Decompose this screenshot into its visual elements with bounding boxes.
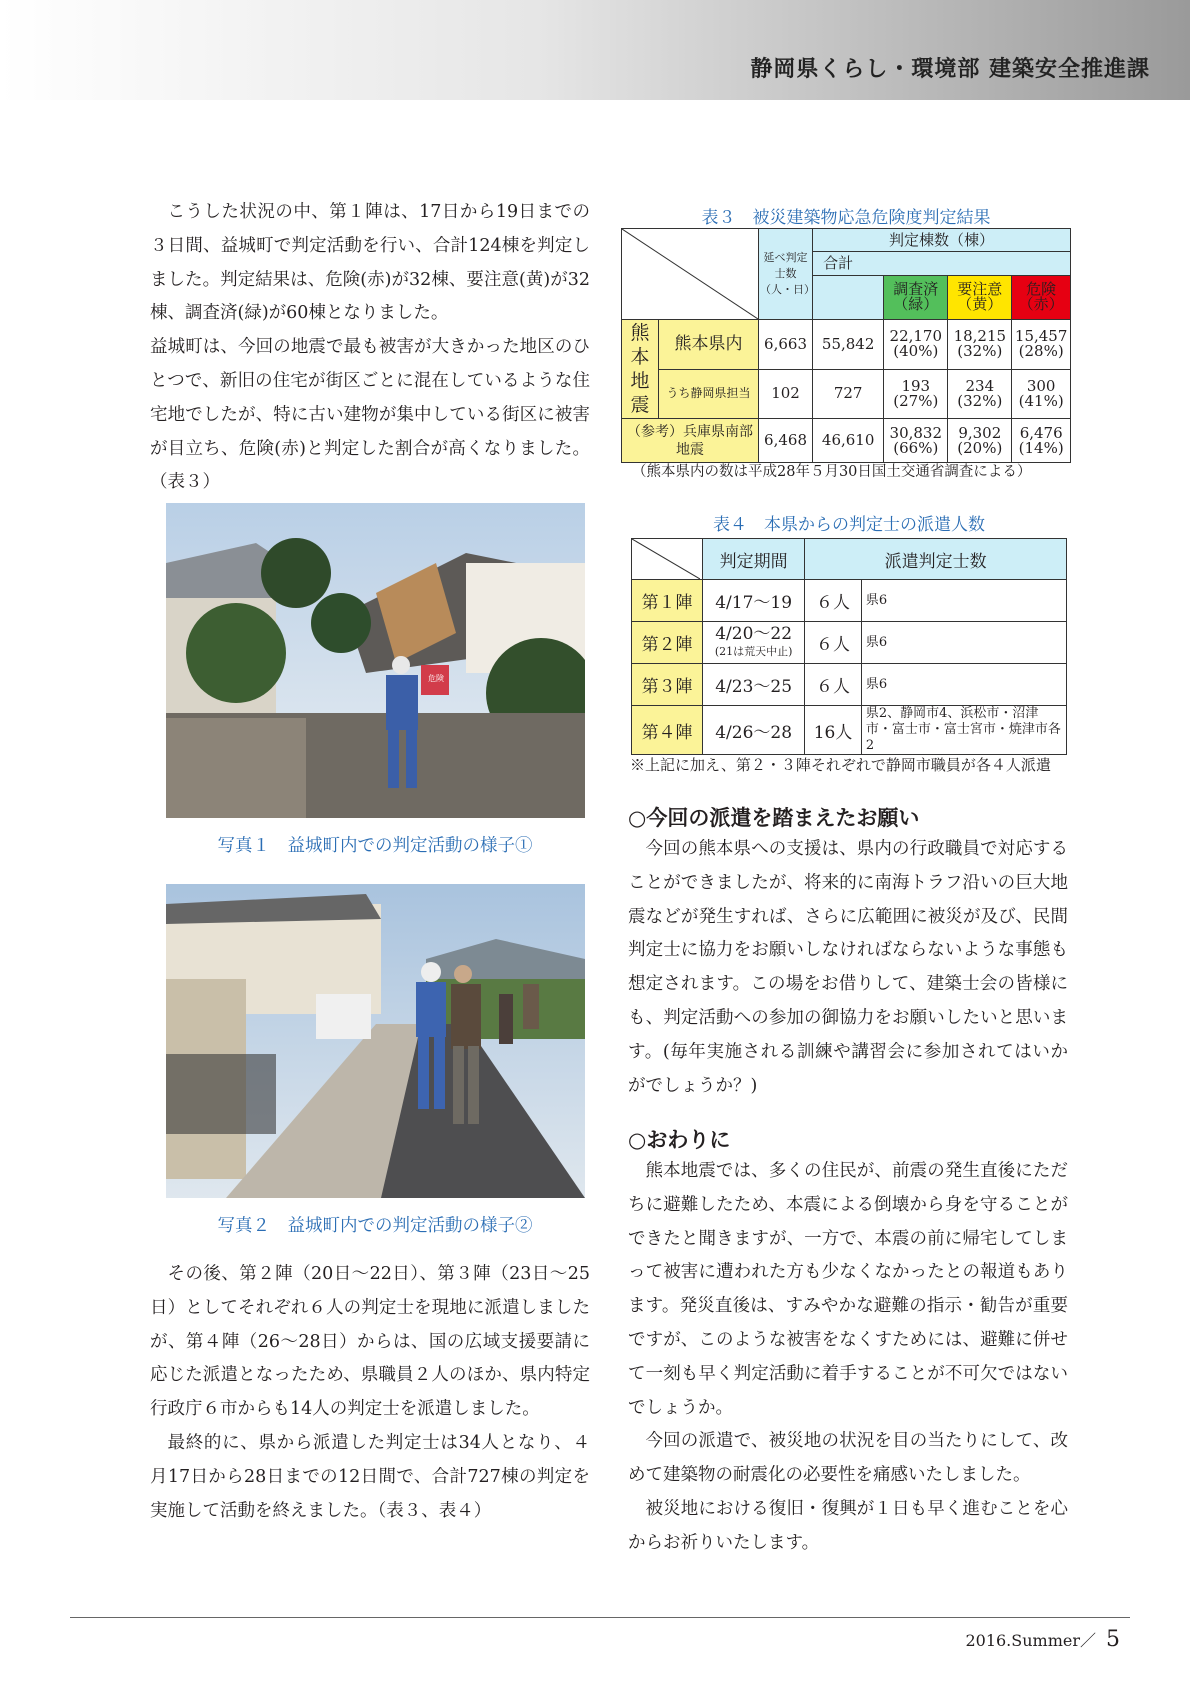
paragraph: 今回の派遣で、被災地の状況を目の当たりにして、改めて建築物の耐震化の必要性を痛感いたしました。 [628,1431,1068,1486]
header-sum: 合計 [813,252,1071,275]
cell: 9,302 [958,423,1002,442]
count: ６人 [805,664,862,706]
table-3 [621,228,1071,463]
section-1-body [628,833,1068,1103]
left-column-top [150,196,590,500]
footer-divider [70,1617,1130,1618]
cell: 18,215 [953,327,1007,346]
header-yellow: 要注意（黄） [948,275,1012,319]
paragraph: 最終的に、県から派遣した判定士は34人となり、４月17日から28日までの12日間で、合計727棟の判定を実施して活動を終えました。（表３、表４） [150,1432,590,1521]
count: 16人 [805,706,862,755]
cell: (66%) [893,438,939,457]
section-2-body [628,1155,1068,1561]
issue-label: 2016.Summer／ [965,1631,1096,1650]
cell: 15,457 [1014,327,1068,346]
detail: 県2、静岡市4、浜松市・沼津市・富士市・富士宮市・焼津市各2 [861,706,1066,755]
paragraph: その後、第２陣（20日〜22日）、第３陣（23日〜25日）としてそれぞれ６人の判定士を現地に派遣しましたが、第４陣（26〜28日）からは、国の広域支援要請に応じた派遣となったため、県職員２人のほか、県内特定行政庁６市からも14人の判定士を派遣しました。 [150,1264,590,1420]
team-label: 第３陣 [632,664,703,706]
page-number: 5 [1106,1627,1120,1652]
photo-1 [166,503,585,818]
cell: (28%) [1018,342,1064,361]
table-3-caption: 表３ 被災建築物応急危険度判定結果 [701,208,991,228]
cell: (40%) [893,342,939,361]
header-green: 調査済（緑） [884,275,948,319]
diagonal-corner-cell [622,229,759,320]
header-red: 危険（赤） [1012,275,1071,319]
cell: 727 [813,369,884,419]
period: 4/26〜28 [703,706,805,755]
cell: (41%) [1018,391,1064,410]
team-label: 第２陣 [632,622,703,664]
left-column-bottom [150,1258,590,1528]
section-heading: ○おわりに [628,1128,731,1152]
detail: 県6 [861,664,1066,706]
count: ６人 [805,580,862,622]
paragraph: 被災地における復旧・復興が１日も早く進むことを心からお祈りいたします。 [628,1498,1068,1553]
section-heading: ○今回の派遣を踏まえたお願い [628,806,920,830]
department-title: 静岡県くらし・環境部 建築安全推進課 [750,57,1150,82]
detail: 県6 [861,580,1066,622]
row-label: うち静岡県担当 [659,369,759,419]
cell: 234 [965,376,995,395]
row-label: 熊本県内 [659,320,759,370]
cell: 193 [901,376,931,395]
header-staff: 派遣判定士数 [805,539,1067,580]
paragraph: 今回の熊本県への支援は、県内の行政職員で対応することができましたが、将来的に南海トラフ沿いの巨大地震などが発生すれば、さらに広範囲に被災が及び、民間判定士に協力をお願いしなければならないような事態も想定されます。この場をお借りして、建築士会の皆様にも、判定活動への参加の御協力をお願いしたいと思います。(毎年実施される訓練や講習会に参加されてはいかがでしょうか？) [628,839,1068,1096]
paragraph: こうした状況の中、第１陣は、17日から19日までの３日間、益城町で判定活動を行い、合計124棟を判定しました。判定結果は、危険(赤)が32棟、要注意(黄)が32棟、調査済(緑)が60棟となりました。 [150,202,590,324]
cell: 6,663 [759,320,813,370]
team-label: 第４陣 [632,706,703,755]
cell: 300 [1026,376,1056,395]
cell: 102 [759,369,813,419]
table-4-caption: 表４ 本県からの判定士の派遣人数 [713,515,985,535]
photo-2-caption: 写真２ 益城町内での判定活動の様子② [217,1216,533,1236]
row-label: （参考）兵庫県南部地震 [622,419,759,463]
team-label: 第１陣 [632,580,703,622]
header-count: 判定棟数（棟） [813,229,1071,252]
cell: 46,610 [813,419,884,463]
danger-sign: 危険 [428,674,444,683]
page-header [0,0,1190,100]
header-period: 判定期間 [703,539,805,580]
cell: (14%) [1018,438,1064,457]
cell: 22,170 [889,327,943,346]
diagonal-corner-cell [632,539,703,580]
table-4 [631,538,1067,755]
cell: (32%) [957,391,1003,410]
period-note: (21は荒天中止) [714,644,793,658]
cell: (20%) [957,438,1003,457]
period: 4/23〜25 [703,664,805,706]
header-staff: 延べ判定士数（人・日） [759,229,813,320]
photo-1-caption: 写真１ 益城町内での判定活動の様子① [217,836,533,856]
footer [965,1627,1120,1652]
paragraph: 益城町は、今回の地震で最も被害が大きかった地区のひとつで、新旧の住宅が街区ごとに混在しているような住宅地でしたが、特に古い建物が集中している街区に被害が目立ち、危険(赤)と判定した割合が高くなりました。（表３） [150,337,590,493]
cell: 55,842 [813,320,884,370]
cell: (27%) [893,391,939,410]
table-3-note: （熊本県内の数は平成28年５月30日国土交通省調査による） [632,464,1032,480]
count: ６人 [805,622,862,664]
cell: 6,468 [759,419,813,463]
table-4-note: ※上記に加え、第２・３陣それぞれで静岡市職員が各４人派遣 [630,756,1051,774]
period: 4/20〜22 [715,623,793,644]
cell: (32%) [957,342,1003,361]
group-label: 熊本地震 [622,320,659,419]
cell: 6,476 [1019,423,1063,442]
paragraph: 熊本地震では、多くの住民が、前震の発生直後にただちに避難したため、本震による倒壊から身を守ることができたと聞きますが、一方で、本震の前に帰宅してしまって被害に遭われた方も少なくなかったとの報道もあります。発災直後は、すみやかな避難の指示・勧告が重要ですが、このような被害をなくすためには、避難に併せて一刻も早く判定活動に着手することが不可欠ではないでしょうか。 [628,1161,1068,1418]
photo-2 [166,884,585,1198]
period: 4/17〜19 [703,580,805,622]
cell: 30,832 [889,423,943,442]
detail: 県6 [861,622,1066,664]
